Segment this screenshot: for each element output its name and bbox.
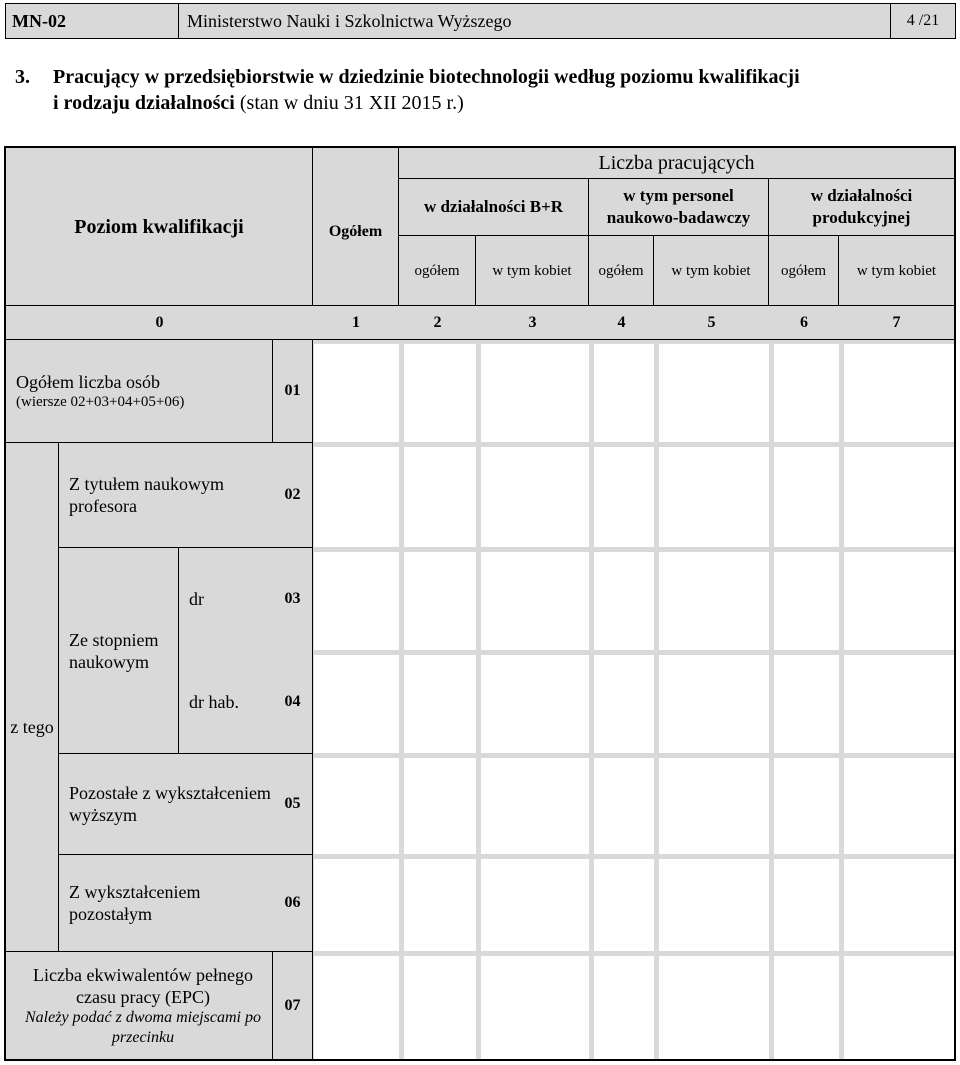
entry-cell[interactable] [594, 655, 654, 753]
col-header-ogolem: Ogółem [313, 148, 399, 305]
entry-cell[interactable] [481, 956, 589, 1059]
title-line2-bold: i rodzaju działalności [53, 92, 235, 114]
entry-cell[interactable] [659, 956, 769, 1059]
entry-cell[interactable] [844, 655, 954, 753]
form-code: MN-02 [6, 4, 179, 38]
page-number: 4 /21 [906, 12, 940, 29]
entry-cell[interactable] [404, 956, 476, 1059]
entry-cell[interactable] [481, 552, 589, 650]
entry-cell[interactable] [404, 758, 476, 854]
entry-cell[interactable] [844, 447, 954, 547]
entry-cell[interactable] [314, 344, 399, 442]
entry-cell[interactable] [404, 655, 476, 753]
entry-cell[interactable] [659, 552, 769, 650]
row-01-formula: (wiersze 02+03+04+05+06) [16, 394, 185, 410]
entry-cell[interactable] [404, 859, 476, 951]
col-number: 2 [399, 305, 476, 339]
row-07-label [6, 951, 273, 1059]
col-sub-kobiet: w tym kobiet [839, 235, 954, 305]
row-05-code: 05 [273, 753, 313, 854]
row-01-title: Ogółem liczba osób [16, 372, 160, 392]
row-02-label: Z tytułem naukowym profesora [59, 442, 273, 547]
entry-cell[interactable] [314, 956, 399, 1059]
entry-cell[interactable] [594, 447, 654, 547]
entry-cell[interactable] [774, 447, 839, 547]
title-line1: Pracujący w przedsiębiorstwie w dziedzinie biotechnologii według poziomu kwalifikacji [53, 66, 800, 88]
entry-cell[interactable] [774, 552, 839, 650]
entry-cell[interactable] [481, 447, 589, 547]
row-04-label: dr hab. [179, 650, 273, 753]
entry-cell[interactable] [659, 758, 769, 854]
entry-cell[interactable] [594, 859, 654, 951]
entry-cell[interactable] [404, 552, 476, 650]
entry-cell[interactable] [659, 447, 769, 547]
sub-header-personel: w tym personel naukowo-badawczy [589, 178, 769, 235]
col-sub-ogolem: ogółem [589, 235, 654, 305]
section-number: 3. [15, 66, 30, 88]
col-number: 6 [769, 305, 839, 339]
col-sub-ogolem: ogółem [769, 235, 839, 305]
entry-cell[interactable] [314, 552, 399, 650]
row-01-code: 01 [273, 339, 313, 442]
col-header-poziom: Poziom kwalifikacji [6, 148, 313, 305]
page-header [5, 3, 956, 39]
row-07-note: Należy podać z dwoma miejscami po przecinku [25, 1008, 261, 1046]
row-07-code: 07 [273, 951, 313, 1059]
entry-cell[interactable] [659, 655, 769, 753]
entry-cell[interactable] [481, 758, 589, 854]
row-06-label: Z wykształceniem pozostałym [59, 854, 273, 951]
entry-cell[interactable] [774, 655, 839, 753]
col-header-liczba: Liczba pracujących [399, 148, 954, 178]
entry-cell[interactable] [844, 758, 954, 854]
entry-cell[interactable] [659, 859, 769, 951]
col-sub-kobiet: w tym kobiet [476, 235, 589, 305]
ministry-name: Ministerstwo Nauki i Szkolnictwa Wyższego [179, 4, 891, 38]
stopien-label: Ze stopniem naukowym [59, 547, 179, 753]
entry-cell[interactable] [594, 344, 654, 442]
entry-cell[interactable] [481, 344, 589, 442]
entry-cell[interactable] [481, 655, 589, 753]
row-07-title: Liczba ekwiwalentów pełnego czasu pracy (EPC) [33, 964, 253, 1007]
entry-cell[interactable] [404, 344, 476, 442]
entry-cell[interactable] [844, 552, 954, 650]
entry-cell[interactable] [774, 758, 839, 854]
col-sub-ogolem: ogółem [399, 235, 476, 305]
col-number: 7 [839, 305, 954, 339]
entry-cell[interactable] [314, 758, 399, 854]
entry-cell[interactable] [594, 552, 654, 650]
row-01-label [6, 339, 273, 442]
row-06-code: 06 [273, 854, 313, 951]
row-02-code: 02 [273, 442, 313, 547]
entry-cell[interactable] [594, 956, 654, 1059]
entry-cell[interactable] [774, 956, 839, 1059]
entry-cell[interactable] [774, 859, 839, 951]
entry-cell[interactable] [774, 344, 839, 442]
entry-cell[interactable] [314, 655, 399, 753]
entry-cell[interactable] [404, 447, 476, 547]
col-number: 1 [313, 305, 399, 339]
entry-cell[interactable] [659, 344, 769, 442]
col-sub-kobiet: w tym kobiet [654, 235, 769, 305]
entry-cell[interactable] [844, 344, 954, 442]
row-03-code: 03 [273, 547, 313, 650]
entry-cell[interactable] [481, 859, 589, 951]
entry-cell[interactable] [844, 859, 954, 951]
title-line2-rest: (stan w dniu 31 XII 2015 r.) [234, 92, 464, 114]
row-03-label: dr [179, 547, 273, 650]
row-05-label: Pozostałe z wykształceniem wyższym [59, 753, 273, 854]
section-title [15, 64, 950, 116]
entry-cell[interactable] [314, 859, 399, 951]
sub-header-br: w działalności B+R [399, 178, 589, 235]
col-number: 3 [476, 305, 589, 339]
col-number: 5 [654, 305, 769, 339]
entry-cell[interactable] [844, 956, 954, 1059]
row-04-code: 04 [273, 650, 313, 753]
col-number: 4 [589, 305, 654, 339]
col-number: 0 [6, 305, 313, 339]
entry-cell[interactable] [314, 447, 399, 547]
sub-header-produkcyjna: w działalności produkcyjnej [769, 178, 954, 235]
entry-cell[interactable] [594, 758, 654, 854]
z-tego-label: z tego [6, 442, 59, 951]
data-table [4, 146, 956, 1061]
